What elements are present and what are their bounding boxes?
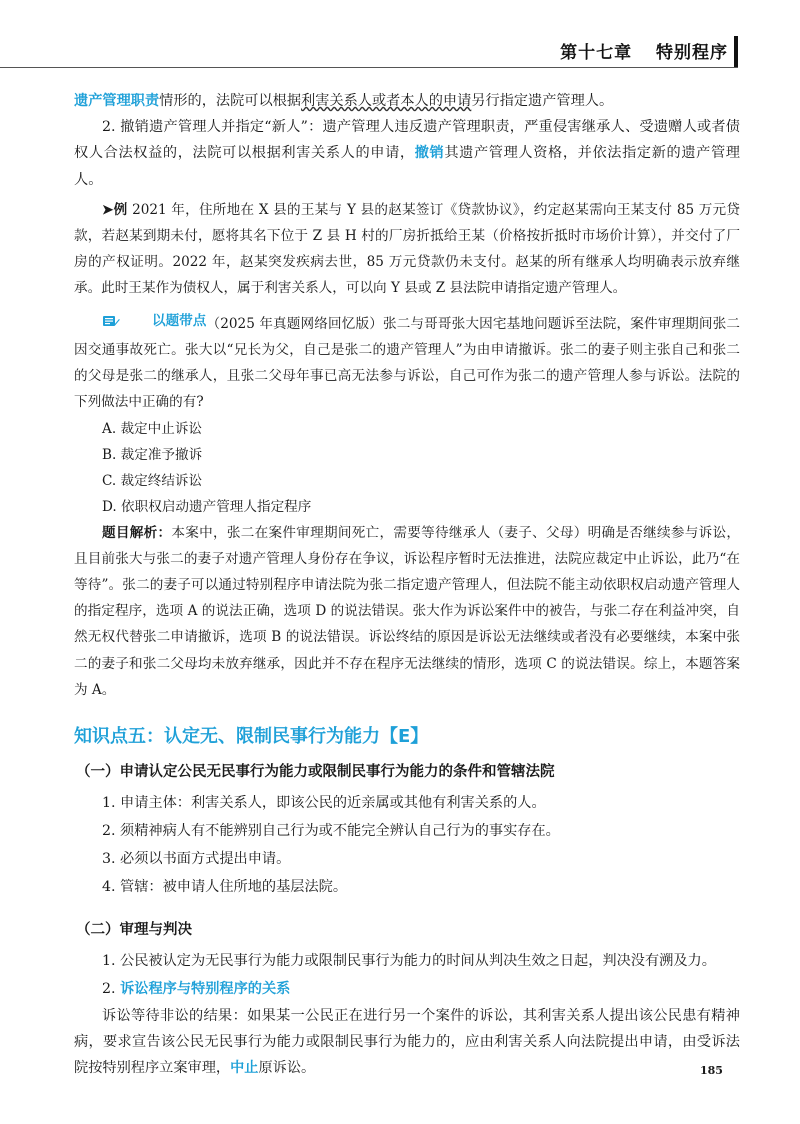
text-run: 原诉讼。 — [258, 1060, 316, 1077]
relationship-paragraph — [74, 1003, 740, 1082]
accent-term: 撤销 — [414, 145, 445, 162]
question-text: （2025 年真题网络回忆版）张二与哥哥张大因宅基地问题诉至法院，案件审理期间张二因交通事故死亡。张大以“兄长为父，自己是张二的遗产管理人”为由申请撤诉。张二的妻子则主张自己和张二的父母是张二的继承人，且张二父母年事已高无法参与诉讼，自己可作为张二的遗产管理人参与诉讼。法院的下列做法中正确的有? — [74, 315, 740, 411]
subsection-title-1: （一）申请认定公民无民事行为能力或限制民事行为能力的条件和管辖法院 — [76, 763, 555, 780]
page-header — [0, 0, 800, 68]
example-text: 2021 年，住所地在 X 县的王某与 Y 县的赵某签订《贷款协议》，约定赵某需向王某支付 85 万元贷款，若赵某到期未付，愿将其名下位于 Z 县 H 村的厂房折抵给王某（价格按折抵时市场价计算），并交付了厂房的产权证明。2022 年，赵某突发疾病去世，85 万元贷款仍未支付。赵某的所有继承人均明确表示放弃继承。此时王某作为债权人，属于利害关系人，可以向 Y 县或 Z 县法院申请指定遗产管理人。 — [74, 201, 740, 297]
chapter-number: 第十七章 — [560, 43, 633, 63]
trial-list — [74, 947, 740, 1003]
text-run: 情形的，法院可以根据 — [159, 93, 302, 109]
list-item: 2. 须精神病人有不能辨别自己行为或不能完全辨认自己行为的事实存在。 — [102, 822, 560, 839]
list-item: 4. 管辖：被申请人住所地的基层法院。 — [102, 878, 348, 895]
example-paragraph — [74, 197, 740, 302]
question-tag-label: 以题带点 — [152, 312, 207, 329]
analysis-paragraph — [74, 520, 740, 703]
page-body — [74, 88, 740, 1082]
accent-term: 遗产管理职责 — [74, 93, 160, 109]
subsection-title-2: （二）审理与判决 — [76, 921, 192, 938]
header-marker — [734, 36, 738, 68]
wavy-underlined-text: 利害关系人或者本人的申请 — [301, 93, 472, 109]
analysis-label: 题目解析： — [102, 524, 172, 541]
section-title: 知识点五：认定无、限制民事行为能力【E】 — [74, 725, 429, 747]
analysis-text: 本案中，张二在案件审理期间死亡，需要等待继承人（妻子、父母）明确是否继续参与诉讼，且目前张大与张二的妻子对遗产管理人身份存在争议，诉讼程序暂时无法推进，法院应裁定中止诉讼，此乃“在等待”。张二的妻子可以通过特别程序申请法院为张二指定遗产管理人，但法院不能主动依职权启动遗产管理人的指定程序，选项 A 的说法正确，选项 D 的说法错误。张大作为诉讼案件中的被告，与张二存在利益冲突，自然无权代替张二申请撤诉，选项 B 的说法错误。诉讼终结的原因是诉讼无法继续或者没有必要继续，本案中张二的妻子和张二父母均未放弃继承，因此并不存在程序无法继续的情形，选项 C 的说法错误。综上，本题答案为 A。 — [74, 524, 741, 698]
option-b: B. 裁定准予撤诉 — [102, 446, 203, 463]
list-item: 1. 公民被认定为无民事行为能力或限制民事行为能力的时间从判决生效之日起，判决没有溯及力。 — [102, 952, 716, 969]
chapter-title: 特别程序 — [656, 43, 728, 63]
item-number: 2. — [102, 980, 116, 997]
question-options — [74, 416, 740, 520]
text-run: 其遗产管理人资格，并依法指定新的遗产管理人。 — [74, 145, 740, 188]
option-c: C. 裁定终结诉讼 — [102, 472, 203, 489]
paragraph-1 — [74, 88, 740, 114]
option-d: D. 依职权启动遗产管理人指定程序 — [102, 498, 312, 515]
example-label: 例 — [113, 201, 128, 218]
list-item — [102, 975, 740, 1003]
book-pen-icon — [102, 314, 120, 328]
question-tag — [102, 308, 206, 334]
page-number: 185 — [700, 1064, 723, 1077]
text-run: 另行指定遗产管理人。 — [471, 93, 614, 109]
list-item: 3. 必须以书面方式提出申请。 — [102, 850, 291, 867]
condition-list — [74, 789, 740, 901]
text-run: 2. 撤销遗产管理人并指定“新人”：遗产管理人违反遗产管理职责，严重侵害继承人、受遗赠人或者债权人合法权益的，法院可以根据利害关系人的申请， — [74, 119, 740, 162]
question-paragraph — [74, 308, 740, 416]
arrow-right-icon: ➤ — [102, 201, 114, 218]
accent-term: 诉讼程序与特别程序的关系 — [120, 980, 291, 997]
list-item: 1. 申请主体：利害关系人，即该公民的近亲属或其他有利害关系的人。 — [102, 794, 546, 811]
accent-term: 中止 — [230, 1060, 259, 1077]
text-run: 诉讼等待非讼的结果：如果某一公民正在进行另一个案件的诉讼，其利害关系人提出该公民患有精神病，要求宣告该公民无民事行为能力或限制民事行为能力的，应由利害关系人向法院提出申请，由受诉法院按特别程序立案审理， — [74, 1007, 740, 1077]
option-a: A. 裁定中止诉讼 — [102, 420, 203, 437]
chapter-heading — [560, 38, 728, 63]
header-rule — [0, 67, 738, 68]
paragraph-2 — [74, 114, 740, 193]
